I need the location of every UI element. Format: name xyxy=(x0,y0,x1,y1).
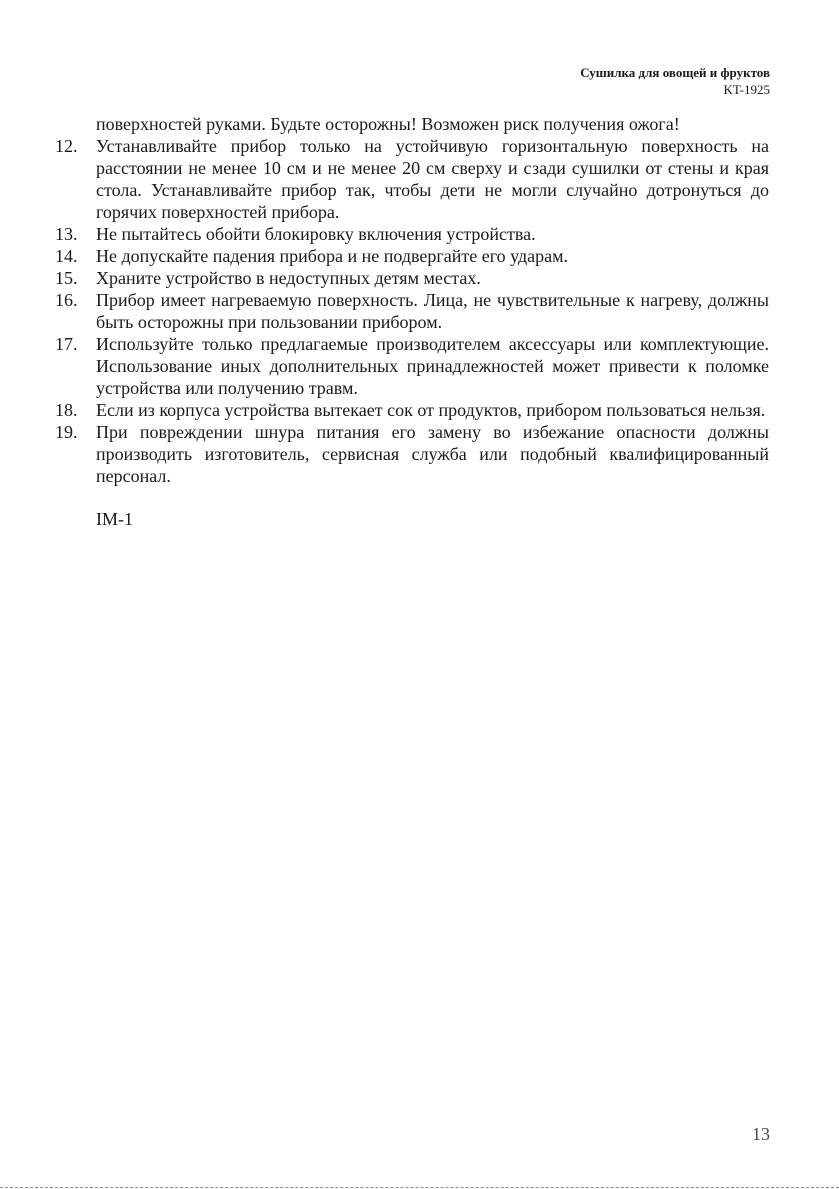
model-number: KT-1925 xyxy=(723,82,770,97)
list-item xyxy=(55,399,769,421)
page-edge-divider xyxy=(0,1187,839,1188)
item-text: Прибор имеет нагреваемую поверхность. Лица, не чувствительные к нагреву, должны быть осторожны при пользовании прибором. xyxy=(96,290,769,332)
list-item xyxy=(55,421,769,487)
list-item xyxy=(55,135,769,223)
list-item xyxy=(55,267,769,289)
item-text: Храните устройство в недоступных детям местах. xyxy=(96,268,481,288)
list-item xyxy=(55,333,769,399)
item-number: 16. xyxy=(55,290,78,310)
item-text: Не пытайтесь обойти блокировку включения устройства. xyxy=(96,224,536,244)
item-number: 17. xyxy=(55,334,78,354)
item-number: 13. xyxy=(55,224,78,244)
continuation-text: поверхностей руками. Будьте осторожны! Возможен риск получения ожога! xyxy=(96,114,680,134)
item-number: 19. xyxy=(55,422,78,442)
instructions-list xyxy=(55,113,769,530)
item-text: При повреждении шнура питания его замену во избежание опасности должны производить изготовитель, сервисная служба или подобный квалифицированный персонал. xyxy=(96,422,769,486)
document-code: IM-1 xyxy=(96,509,133,529)
page-number: 13 xyxy=(752,1124,770,1144)
item-text: Устанавливайте прибор только на устойчивую горизонтальную поверхность на расстоянии не менее 10 см и не менее 20 см сверху и сзади сушилки от стены и края стола. Устанавливайте прибор так, чтобы дети не могли случайно дотронуться до горячих поверхностей прибора. xyxy=(96,136,769,222)
product-title: Сушилка для овощей и фруктов xyxy=(580,65,770,80)
list-item xyxy=(55,245,769,267)
item-text: Если из корпуса устройства вытекает сок от продуктов, прибором пользоваться нельзя. xyxy=(96,400,766,420)
item-number: 18. xyxy=(55,400,78,420)
item-text: Используйте только предлагаемые производителем аксессуары или комплектующие. Использование иных дополнительных принадлежностей может привести к поломке устройства или получению травм. xyxy=(96,334,769,398)
item-text: Не допускайте падения прибора и не подвергайте его ударам. xyxy=(96,246,569,266)
item-number: 14. xyxy=(55,246,78,266)
page-header xyxy=(580,64,770,98)
list-item xyxy=(55,289,769,333)
item-number: 15. xyxy=(55,268,78,288)
item-number: 12. xyxy=(55,136,78,156)
list-item xyxy=(55,223,769,245)
